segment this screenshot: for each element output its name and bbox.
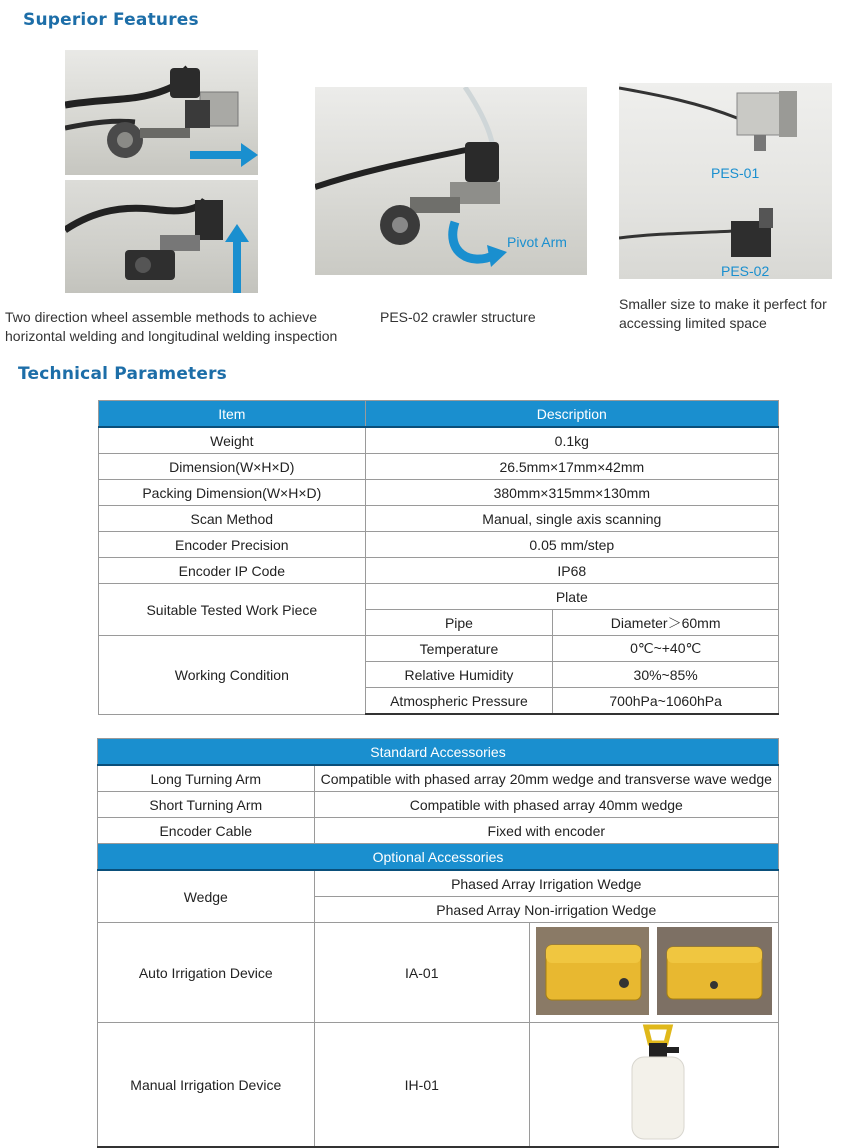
row-sublabel: Relative Humidity: [365, 662, 553, 688]
row-value: Manual, single axis scanning: [365, 506, 778, 532]
standard-accessories-header: [98, 739, 779, 766]
row-label: Weight: [99, 427, 366, 454]
row-value: Compatible with phased array 20mm wedge and transverse wave wedge: [314, 765, 778, 792]
smaller-caption: Smaller size to make it perfect for accessing limited space: [619, 296, 827, 331]
row-label: Scan Method: [99, 506, 366, 532]
optional-accessories-header: [98, 844, 779, 871]
table-row: [99, 480, 779, 506]
row-value: 700hPa~1060hPa: [553, 688, 779, 715]
table-row: [98, 1023, 779, 1148]
row-model: IA-01: [314, 923, 529, 1023]
technical-parameters-title: Technical Parameters: [18, 364, 228, 384]
row-value: 26.5mm×17mm×42mm: [365, 454, 778, 480]
table-row: [99, 558, 779, 584]
row-model: IH-01: [314, 1023, 529, 1148]
pes02-label: PES-02: [721, 263, 770, 279]
table-row: [98, 818, 779, 844]
crawler-structure-photo: [315, 87, 587, 275]
row-label: Dimension(W×H×D): [99, 454, 366, 480]
row-value: Diameter＞60mm: [553, 610, 779, 636]
optional-accessories-title: Optional Accessories: [98, 844, 779, 871]
table-row: [99, 506, 779, 532]
wheel-caption: Two direction wheel assemble methods to achieve horizontal welding and longitudinal welding inspection: [5, 309, 338, 344]
row-value: 0℃~+40℃: [553, 636, 779, 662]
row-label: Encoder IP Code: [99, 558, 366, 584]
row-label: Suitable Tested Work Piece: [99, 584, 366, 636]
header-item: Item: [99, 401, 366, 428]
crawler-caption: PES-02 crawler structure: [380, 309, 536, 325]
header-description: Description: [365, 401, 778, 428]
row-sublabel: Temperature: [365, 636, 553, 662]
row-value: 0.1kg: [365, 427, 778, 454]
row-value: Fixed with encoder: [314, 818, 778, 844]
table-row: [99, 532, 779, 558]
row-value: Phased Array Non-irrigation Wedge: [314, 897, 778, 923]
technical-parameters-table: [98, 400, 779, 715]
row-value: 380mm×315mm×130mm: [365, 480, 778, 506]
row-value: IP68: [365, 558, 778, 584]
row-value: 0.05 mm/step: [365, 532, 778, 558]
row-label: Short Turning Arm: [98, 792, 315, 818]
pes01-label: PES-01: [711, 165, 760, 181]
row-value: Plate: [365, 584, 778, 610]
row-label: Encoder Cable: [98, 818, 315, 844]
row-label: Long Turning Arm: [98, 765, 315, 792]
auto-irrigation-image-cell: [530, 923, 779, 1023]
manual-irrigation-image-cell: [530, 1023, 779, 1148]
manual-irrigation-device-image: [534, 1023, 774, 1143]
auto-irrigation-device-image: [534, 925, 774, 1017]
table-row: [99, 427, 779, 454]
wheel-longitudinal-photo: [65, 180, 258, 293]
table-row: [99, 636, 779, 662]
table-row: [99, 454, 779, 480]
wheel-horizontal-photo: [65, 50, 258, 175]
row-label: Auto Irrigation Device: [98, 923, 315, 1023]
row-value: 30%~85%: [553, 662, 779, 688]
row-value: Phased Array Irrigation Wedge: [314, 870, 778, 897]
table-row: [98, 765, 779, 792]
row-sublabel: Pipe: [365, 610, 553, 636]
row-sublabel: Atmospheric Pressure: [365, 688, 553, 715]
accessories-table: [97, 738, 779, 1148]
superior-features-title: Superior Features: [23, 10, 199, 30]
table-row: [98, 792, 779, 818]
row-label: Manual Irrigation Device: [98, 1023, 315, 1148]
pivot-arm-label: Pivot Arm: [507, 234, 567, 250]
row-label: Packing Dimension(W×H×D): [99, 480, 366, 506]
row-label: Working Condition: [99, 636, 366, 715]
standard-accessories-title: Standard Accessories: [98, 739, 779, 766]
table-row: [98, 870, 779, 897]
row-label: Encoder Precision: [99, 532, 366, 558]
size-comparison-photo: [619, 83, 832, 279]
row-value: Compatible with phased array 40mm wedge: [314, 792, 778, 818]
table-row: [98, 923, 779, 1023]
table-row: [99, 584, 779, 610]
row-label: Wedge: [98, 870, 315, 923]
